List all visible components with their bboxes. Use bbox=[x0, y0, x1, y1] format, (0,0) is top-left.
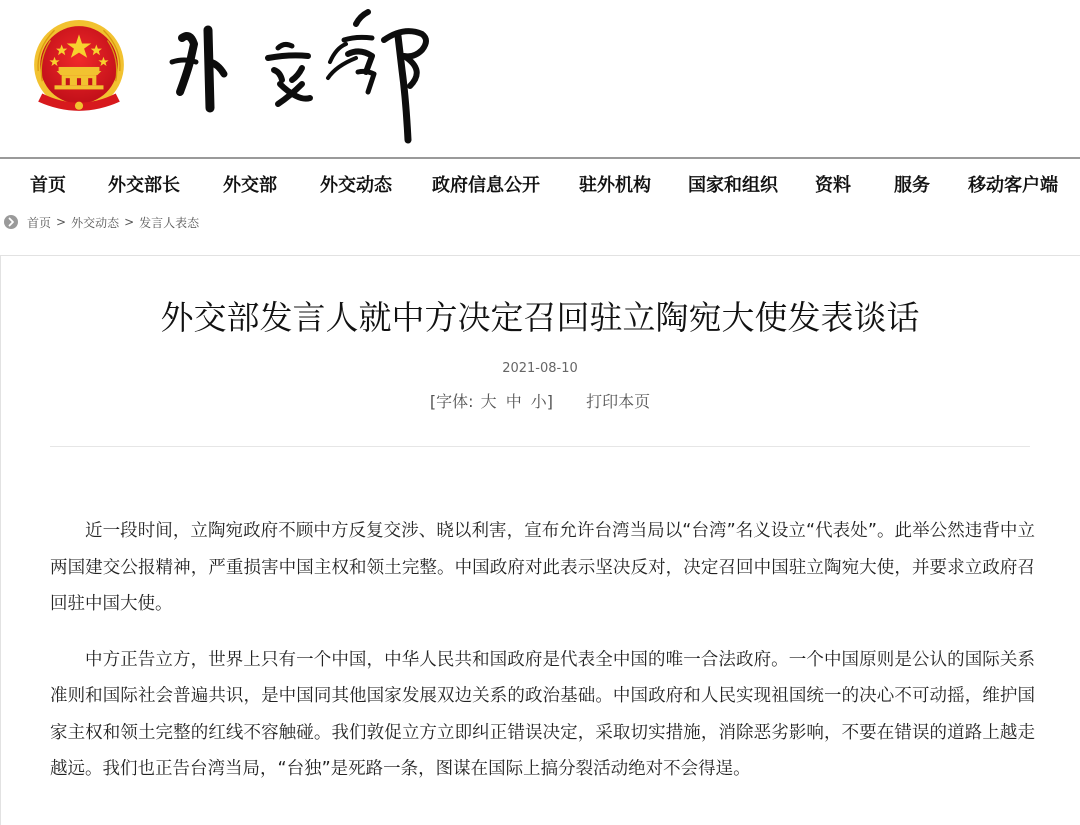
breadcrumb bbox=[0, 211, 199, 233]
article-date: 2021-08-10 bbox=[502, 361, 578, 376]
nav-resources[interactable]: 资料 bbox=[815, 175, 851, 196]
nav-countries-orgs[interactable]: 国家和组织 bbox=[688, 175, 778, 196]
nav-gov-info[interactable]: 政府信息公开 bbox=[432, 175, 540, 196]
nav-missions-abroad[interactable]: 驻外机构 bbox=[579, 175, 651, 196]
article-divider bbox=[50, 446, 1030, 447]
article-body bbox=[50, 513, 1035, 807]
font-medium-button[interactable]: 中 bbox=[505, 392, 522, 411]
nav-services[interactable]: 服务 bbox=[894, 175, 930, 196]
font-size-label: [字体: bbox=[429, 392, 474, 411]
article-paragraph: 近一段时间，立陶宛政府不顾中方反复交涉、晓以利害，宣布允许台湾当局以“台湾”名义设立“代表处”。此举公然违背中立两国建交公报精神，严重损害中国主权和领土完整。中国政府对此表示坚决反对，决定召回中国驻立陶宛大使，并要求立政府召回驻中国大使。 bbox=[50, 521, 1035, 614]
ministry-calligraphy-logo[interactable] bbox=[160, 0, 460, 150]
nav-diplomatic-news[interactable]: 外交动态 bbox=[320, 175, 392, 196]
nav-mobile-client[interactable]: 移动客户端 bbox=[968, 175, 1058, 196]
nav-home[interactable]: 首页 bbox=[30, 175, 66, 196]
font-large-button[interactable]: 大 bbox=[480, 392, 497, 411]
nav-foreign-minister[interactable]: 外交部长 bbox=[108, 175, 180, 196]
font-size-tools bbox=[0, 389, 1080, 412]
arrow-right-circle-icon bbox=[3, 214, 19, 230]
breadcrumb-spokesperson[interactable]: 发言人表态 bbox=[139, 215, 200, 230]
article-paragraph: 中方正告立方，世界上只有一个中国，中华人民共和国政府是代表全中国的唯一合法政府。一个中国原则是公认的国际关系准则和国际社会普遍共识，是中国同其他国家发展双边关系的政治基础。中国政府和人民实现祖国统一的决心不可动摇，维护国家主权和领土完整的红线不容触碰。我们敦促立方立即纠正错误决定，采取切实措施，消除恶劣影响，不要在错误的道路上越走越远。我们也正告台湾当局，“台独”是死路一条，图谋在国际上搞分裂活动绝对不会得逞。 bbox=[50, 649, 1035, 779]
breadcrumb-news[interactable]: 外交动态 bbox=[71, 215, 120, 230]
nav-ministry[interactable]: 外交部 bbox=[223, 175, 277, 196]
font-small-button[interactable]: 小] bbox=[530, 392, 554, 411]
national-emblem-icon[interactable] bbox=[28, 18, 130, 120]
print-page-button[interactable]: 打印本页 bbox=[586, 392, 651, 411]
breadcrumb-separator: > bbox=[56, 215, 67, 229]
site-header bbox=[0, 0, 1080, 157]
article-title: 外交部发言人就中方决定召回驻立陶宛大使发表谈话 bbox=[160, 298, 920, 337]
main-nav bbox=[0, 157, 1080, 207]
breadcrumb-home[interactable]: 首页 bbox=[27, 215, 52, 230]
breadcrumb-separator: > bbox=[124, 215, 135, 229]
